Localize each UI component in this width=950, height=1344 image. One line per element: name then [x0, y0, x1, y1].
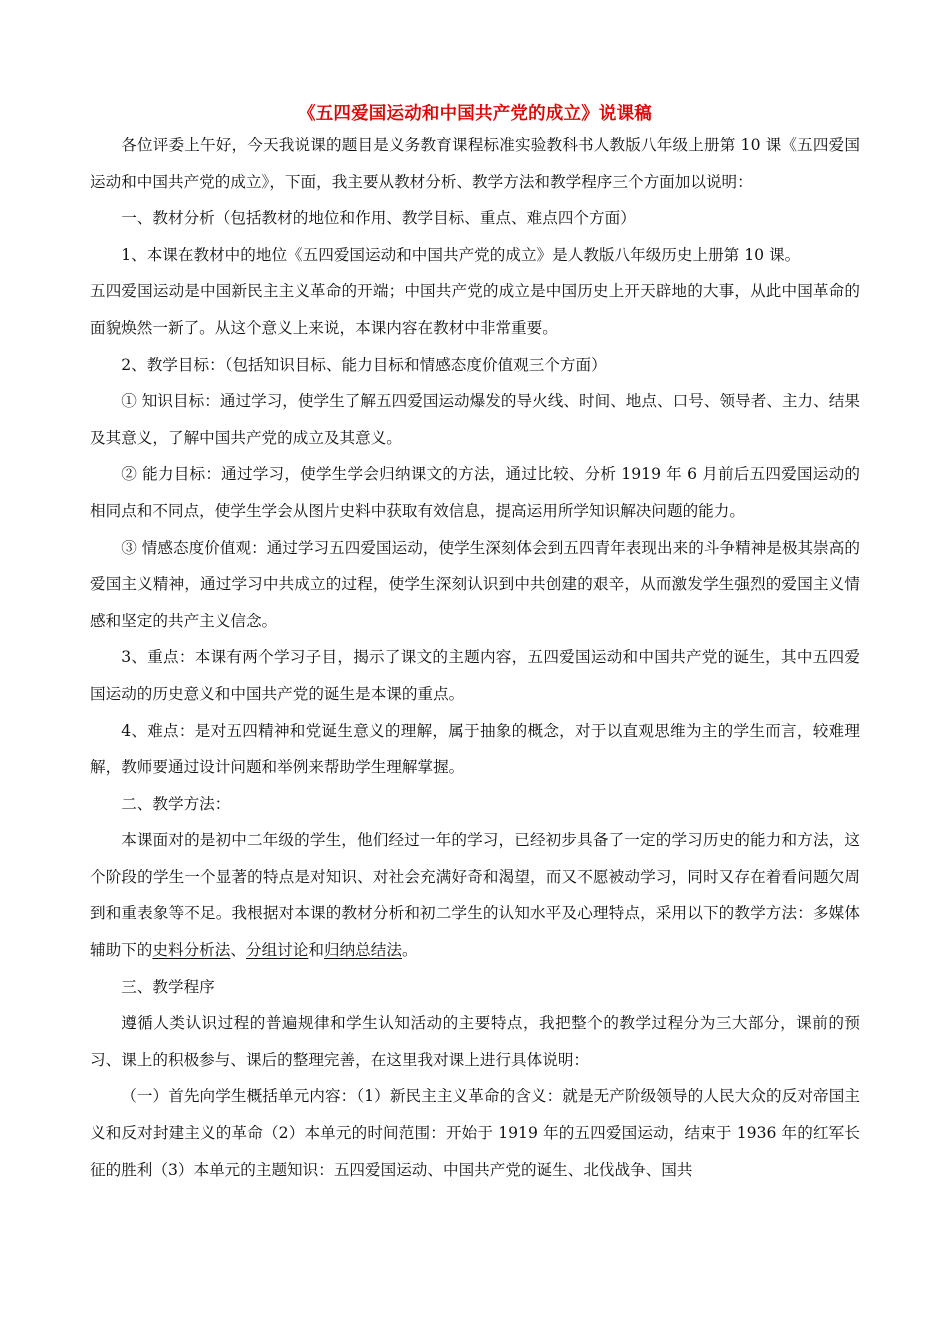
section-heading-textbook-analysis: 一、教材分析（包括教材的地位和作用、教学目标、重点、难点四个方面） — [121, 209, 636, 228]
paragraph-position: 1、本课在教材中的地位《五四爱国运动和中国共产党的成立》是人教版八年级历史上册第 10 课。 — [121, 245, 801, 264]
page-title: 《五四爱国运动和中国共产党的成立》说课稿 — [298, 104, 652, 124]
paragraph-teaching-goals: 2、教学目标：（包括知识目标、能力目标和情感态度价值观三个方面） — [121, 355, 607, 374]
paragraph-key-points: 3、重点：本课有两个学习子目，揭示了课文的主题内容，五四爱国运动和中国共产党的诞生，其中五四爱国运动的历史意义和中国共产党的诞生是本课的重点。 — [90, 648, 860, 703]
paragraph-unit-overview: （一）首先向学生概括单元内容：（1）新民主主义革命的含义：就是无产阶级领导的人民大众的反对帝国主义和反对封建主义的革命（2）本单元的时间范围：开始于 1919 年的五四爱国运动，结束于 1936 年的红军长征的胜利（3）本单元的主题知识：五四爱国运动、中国共产党的诞生、北伐战争、国共 — [90, 1087, 860, 1179]
section-heading-teaching-methods: 二、教学方法： — [121, 794, 231, 813]
paragraph-position-detail: 五四爱国运动是中国新民主主义革命的开端；中国共产党的成立是中国历史上开天辟地的大事，从此中国革命的面貌焕然一新了。从这个意义上来说，本课内容在教材中非常重要。 — [90, 282, 860, 337]
methods-end: 。 — [401, 941, 418, 960]
methods-conjunction: 和 — [308, 941, 324, 960]
paragraph-knowledge-goal: ① 知识目标：通过学习，使学生了解五四爱国运动爆发的导火线、时间、地点、口号、领导者、主力、结果及其意义，了解中国共产党的成立及其意义。 — [90, 392, 860, 447]
document-body — [90, 127, 860, 1188]
paragraph-ability-goal: ② 能力目标：通过学习，使学生学会归纳课文的方法，通过比较、分析 1919 年 6 月前后五四爱国运动的相同点和不同点，使学生学会从图片史料中获取有效信息，提高运用所学知识解决问题的能力。 — [90, 465, 860, 520]
paragraph-methods — [90, 822, 860, 968]
methods-text: 本课面对的是初中二年级的学生，他们经过一年的学习，已经初步具备了一定的学习历史的能力和方法，这个阶段的学生一个显著的特点是对知识、对社会充满好奇和渴望，而又不愿被动学习，同时又存在着看问题欠周到和重表象等不足。我根据对本课的教材分析和初二学生的认知水平及心理特点，采用以下的教学方法：多媒体辅助下的 — [90, 831, 860, 960]
method-summarization: 归纳总结法 — [323, 941, 402, 960]
paragraph-intro: 各位评委上午好，今天我说课的题目是义务教育课程标准实验教科书人教版八年级上册第 10 课《五四爱国运动和中国共产党的成立》，下面，我主要从教材分析、教学方法和教学程序三个方面加以说明： — [90, 136, 860, 191]
paragraph-emotion-goal: ③ 情感态度价值观：通过学习五四爱国运动，使学生深刻体会到五四青年表现出来的斗争精神是极其崇高的爱国主义精神，通过学习中共成立的过程，使学生深刻认识到中共创建的艰辛，从而激发学生强烈的爱国主义情感和坚定的共产主义信念。 — [90, 538, 860, 630]
paragraph-difficulties: 4、难点：是对五四精神和党诞生意义的理解，属于抽象的概念，对于以直观思维为主的学生而言，较难理解，教师要通过设计问题和举例来帮助学生理解掌握。 — [90, 721, 860, 777]
section-heading-teaching-procedure: 三、教学程序 — [121, 977, 215, 996]
method-group-discussion: 分组讨论 — [245, 941, 309, 960]
paragraph-procedure: 遵循人类认识过程的普遍规律和学生认知活动的主要特点，我把整个的教学过程分为三大部分，课前的预习、课上的积极参与、课后的整理完善，在这里我对课上进行具体说明： — [90, 1014, 860, 1069]
methods-separator: 、 — [230, 941, 246, 960]
method-historical-analysis: 史料分析法 — [152, 941, 231, 960]
